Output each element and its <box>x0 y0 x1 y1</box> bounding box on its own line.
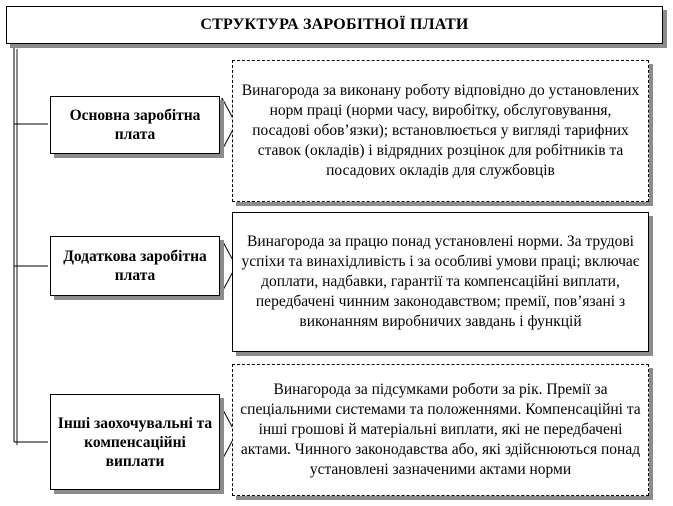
category-box-3 <box>50 394 220 490</box>
category-name-3: Інші заохочувальні та компенсаційні виплати <box>57 414 213 470</box>
description-box-2 <box>232 212 649 352</box>
category-box-2 <box>50 236 220 296</box>
diagram-title: СТРУКТУРА ЗАРОБІТНОЇ ПЛАТИ <box>200 16 469 33</box>
description-text-3: Винагорода за підсумками роботи за рік. Премії за спеціальними системами та положеннями. Компенсаційні та інші грошові й матеріальні виплати, які не передбачені актами. Чинного законодавства або, які здійснюються понад установлені зазначеними актами норми <box>240 381 641 478</box>
title-box <box>6 6 663 44</box>
category-name-2: Додаткова заробітна плата <box>63 248 207 284</box>
description-text-2: Винагорода за працю понад установлені норми. За трудові успіхи та винахідливість і за особливі умови праці; включає доплати, надбавки, гарантії та компенсаційні виплати, передбачені чинним законодавством; премії, пов’язані з виконанням виробничих завдань і функцій <box>241 233 640 330</box>
category-box-1 <box>50 96 220 154</box>
description-box-3 <box>232 364 649 496</box>
category-name-1: Основна заробітна плата <box>69 107 201 143</box>
description-text-1: Винагорода за виконану роботу відповідно до установлених норм праці (норми часу, виробітку, обслуговування, посадові обов’язки); встановлюється у вигляді тарифних ставок (окладів) і відрядних розцінок для робітників та посадових окладів для службовців <box>241 82 640 179</box>
description-box-1 <box>232 60 649 202</box>
